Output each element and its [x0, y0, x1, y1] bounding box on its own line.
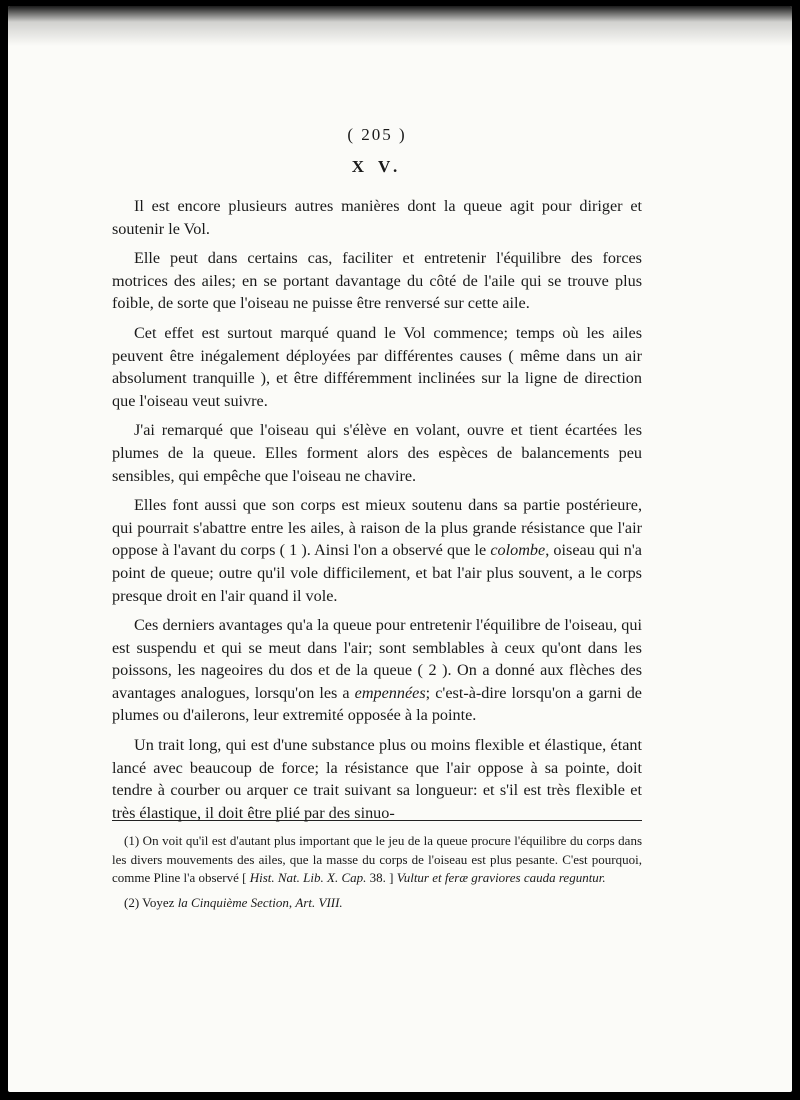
paragraph: Cet effet est surtout marqué quand le Vol commence; temps où les ailes peuvent être inégalement déployées par différentes causes ( même dans un air absolument tranquille ), et être différemment inclinées sur la ligne de direction que l'oiseau veut suivre.	[112, 323, 642, 410]
footnote-text: 38. ]	[366, 870, 397, 885]
footnote-text: (1) On voit qu'il est d'autant plus important que le jeu de la queue procure l'équilibre du corps dans les divers mouvements des ailes, que la masse du corps de l'oiseau est plus pesante. C'est pourquoi, comme Pline l'a observé [	[112, 833, 642, 885]
paragraph	[112, 494, 642, 607]
footnote-reference: Art. VIII.	[295, 894, 343, 910]
footnote-text: ,	[288, 894, 296, 910]
paragraph: Un trait long, qui est d'une substance plus ou moins flexible et élastique, étant lancé avec beaucoup de force; la résistance que l'air oppose à sa pointe, doit tendre à courber ou arquer ce trait suivant sa longueur: et s'il est très flexible et très élastique, il doit être plié par des sinuo-	[112, 736, 642, 822]
italic-term: colombe	[490, 541, 546, 560]
paragraph-text: Elles font aussi que son corps est mieux soutenu dans sa partie postérieure, qui pourrait s'abattre entre les ailes, à raison de la plus grande résistance que l'air oppose à l'avant du corps ( 1 ). Ainsi l'on a observé que le	[112, 496, 642, 560]
page-number: ( 205 )	[347, 125, 407, 144]
footnote-reference: la Cinquième Section	[177, 894, 289, 910]
paragraph: Elle peut dans certains cas, faciliter et entretenir l'équilibre des forces motrices des ailes; en se portant davantage du côté de l'aile qui se trouve plus foible, de sorte que l'oiseau ne puisse être renversé sur cette aile.	[112, 249, 642, 313]
footnote-divider	[112, 820, 642, 821]
footnote-text: (2) Voyez	[124, 894, 178, 910]
footnote	[112, 894, 642, 913]
scan-dark-edge	[8, 6, 792, 46]
footnote-citation: Hist. Nat. Lib. X. Cap.	[249, 870, 367, 885]
paragraph	[112, 614, 642, 727]
paragraph: Il est encore plusieurs autres manières dont la queue agit pour diriger et soutenir le Vol.	[112, 197, 642, 238]
paragraph-text: , oiseau qui n'a point de queue; outre qu'il vole difficilement, et bat l'air plus souvent, a le corps presque droit en l'air quand il vole.	[112, 541, 642, 605]
main-text	[112, 125, 642, 831]
footnote	[112, 832, 642, 888]
footnote-quote: Vultur et feræ graviores cauda reguntur.	[396, 870, 606, 885]
footnotes	[112, 832, 642, 918]
paragraph-text: ; c'est-à-dire lorsqu'on a garni de plumes ou d'ailerons, leur extremité opposée à la pointe.	[112, 683, 642, 725]
italic-term: empennées	[354, 683, 426, 702]
paragraph: J'ai remarqué que l'oiseau qui s'élève en volant, ouvre et tient écartées les plumes de la queue. Elles forment alors des espèces de balancements peu sensibles, qui empêche que l'oiseau ne chavire.	[112, 421, 642, 485]
paragraph-text: Ces derniers avantages qu'a la queue pour entretenir l'équilibre de l'oiseau, qui est suspendu et qui se meut dans l'air; sont semblables à ceux qu'ont dans les poissons, les nageoires du dos et de la queue ( 2 ). On a donné aux flèches des avantages analogues, lorsqu'on les a	[112, 616, 642, 702]
section-heading: X V.	[351, 157, 403, 176]
